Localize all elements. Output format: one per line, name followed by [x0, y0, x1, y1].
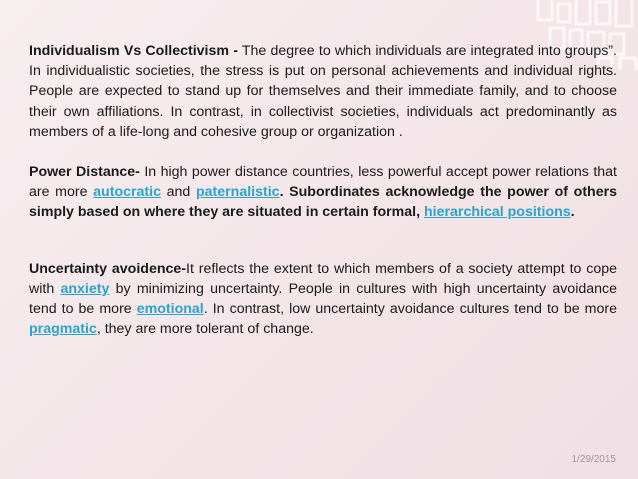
text-uncertainty-4: , they are more tolerant of change. — [96, 321, 314, 338]
link-anxiety[interactable]: anxiety — [60, 280, 110, 297]
paragraph-power-distance — [29, 162, 617, 223]
text-power-distance-2: and — [160, 184, 196, 201]
text-power-distance-3: . Subordinates acknowledge the power of others simply based on where they are situated in certain formal, — [29, 184, 618, 221]
link-paternalistic[interactable]: paternalistic — [195, 184, 280, 201]
text-power-distance-1: In high power distance countries, less powerful accept power relations that are more — [29, 164, 617, 201]
link-emotional[interactable]: emotional — [136, 301, 204, 318]
term-uncertainty: Uncertainty avoidence- — [29, 260, 187, 277]
text-uncertainty-2: by minimizing uncertainty. People in cultures with high uncertainty avoidance tend to be more — [29, 280, 618, 318]
text-individualism: The degree to which individuals are integrated into groups”. In individualistic societies, the stress is put on personal achievements and individual rights. People are expected to stand up for themselves and their immediate family, and to choose their own affiliations. In contrast, in collectivist societies, individuals act predominantly as members of a life-long and cohesive group or organization . — [29, 43, 617, 140]
link-hierarchical-positions[interactable]: hierarchical positions — [424, 204, 571, 221]
slide-date: 1/29/2015 — [571, 454, 616, 465]
text-uncertainty-3: . In contrast, low uncertainty avoidance cultures tend to be more — [203, 301, 617, 318]
term-power-distance: Power Distance- — [29, 164, 140, 181]
text-power-distance-4: . — [570, 204, 575, 221]
text-uncertainty-1: It reflects the extent to which members of a society attempt to cope with — [29, 260, 617, 297]
term-individualism: Individualism Vs Collectivism - — [29, 43, 238, 59]
slide-content — [29, 41, 617, 339]
link-pragmatic[interactable]: pragmatic — [29, 321, 97, 338]
paragraph-uncertainty — [29, 259, 617, 340]
link-autocratic[interactable]: autocratic — [93, 184, 161, 201]
paragraph-individualism — [29, 41, 617, 142]
